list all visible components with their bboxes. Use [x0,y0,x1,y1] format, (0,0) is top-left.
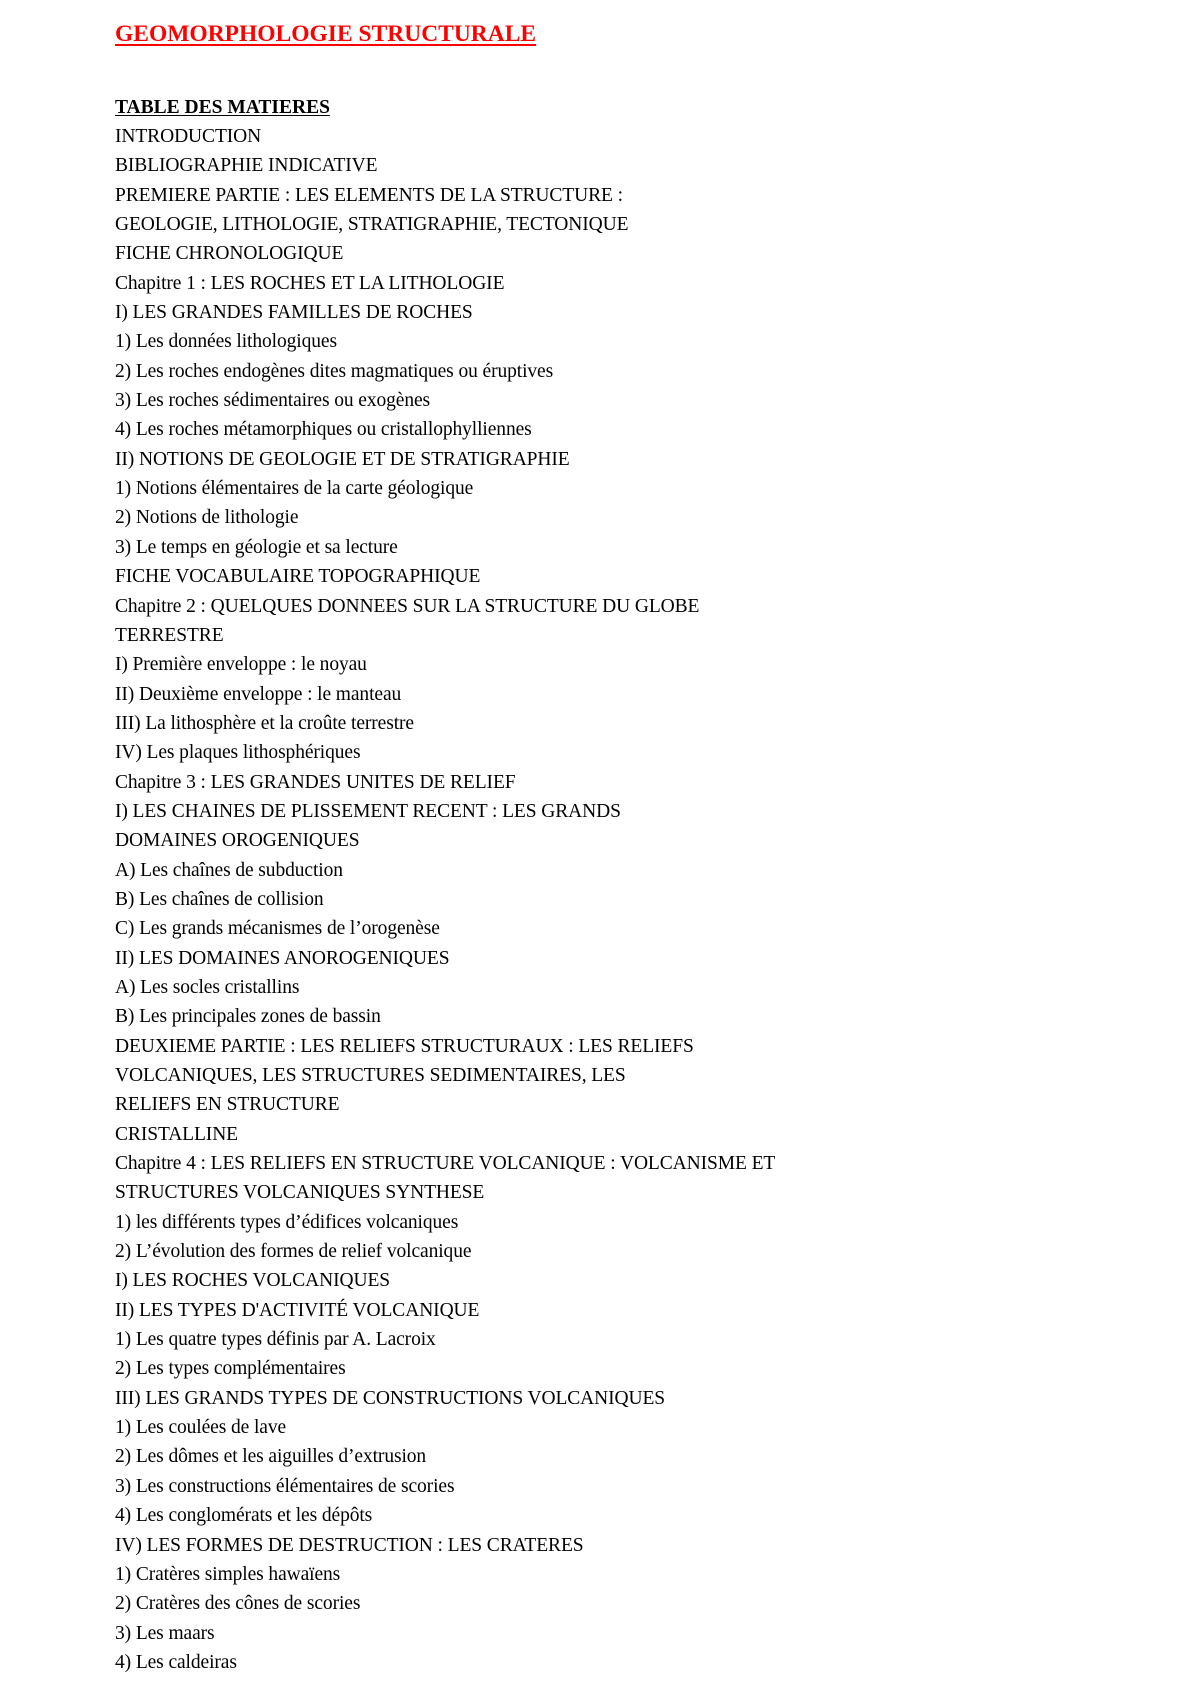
toc-line: 1) Les données lithologiques [115,331,337,353]
toc-line: PREMIERE PARTIE : LES ELEMENTS DE LA STRUCTURE : [115,184,623,206]
toc-line: DEUXIEME PARTIE : LES RELIEFS STRUCTURAUX : LES RELIEFS [115,1035,694,1057]
toc-line: IV) LES FORMES DE DESTRUCTION : LES CRATERES [115,1534,584,1556]
toc-line: FICHE CHRONOLOGIQUE [115,243,344,265]
toc-line: DOMAINES OROGENIQUES [115,830,360,852]
toc-line: 1) Les coulées de lave [115,1417,287,1439]
toc-list [115,122,1115,1677]
toc-line: 1) Cratères simples hawaïens [115,1563,341,1585]
toc-line: III) La lithosphère et la croûte terrestre [115,712,414,734]
toc-line: 2) Cratères des cônes de scories [115,1593,361,1615]
toc-line: FICHE VOCABULAIRE TOPOGRAPHIQUE [115,566,481,588]
toc-line: 3) Les maars [115,1622,215,1644]
toc-line: II) NOTIONS DE GEOLOGIE ET DE STRATIGRAPHIE [115,448,570,470]
toc-line: 2) L’évolution des formes de relief volcanique [115,1241,472,1263]
document-title: GEOMORPHOLOGIE STRUCTURALE [115,21,537,47]
toc-line: IV) Les plaques lithosphériques [115,742,361,764]
toc-line: 2) Les dômes et les aiguilles d’extrusion [115,1446,427,1468]
toc-line: I) Première enveloppe : le noyau [115,654,367,676]
toc-line: 2) Les roches endogènes dites magmatiques ou éruptives [115,360,554,382]
toc-line: Chapitre 2 : QUELQUES DONNEES SUR LA STRUCTURE DU GLOBE [115,595,700,617]
toc-line: 3) Le temps en géologie et sa lecture [115,536,398,558]
toc-line: INTRODUCTION [115,126,262,147]
toc-line: A) Les socles cristallins [115,976,300,998]
toc-line: 1) les différents types d’édifices volcaniques [115,1211,459,1233]
toc-line: A) Les chaînes de subduction [115,859,343,881]
toc-line: Chapitre 1 : LES ROCHES ET LA LITHOLOGIE [115,272,505,294]
toc-line: CRISTALLINE [115,1123,238,1145]
toc-line: C) Les grands mécanismes de l’orogenèse [115,918,440,940]
toc-line: 1) Les quatre types définis par A. Lacroix [115,1329,436,1351]
document-page [115,18,1115,1677]
toc-line: VOLCANIQUES, LES STRUCTURES SEDIMENTAIRES, LES [115,1065,626,1086]
toc-line: GEOLOGIE, LITHOLOGIE, STRATIGRAPHIE, TECTONIQUE [115,214,629,236]
toc-line: II) Deuxième enveloppe : le manteau [115,683,402,705]
toc-line: 1) Notions élémentaires de la carte géologique [115,478,474,500]
toc-line: Chapitre 3 : LES GRANDES UNITES DE RELIEF [115,771,516,793]
toc-line: RELIEFS EN STRUCTURE [115,1094,340,1116]
toc-line: I) LES CHAINES DE PLISSEMENT RECENT : LES GRANDS [115,800,621,822]
toc-line: TERRESTRE [115,624,224,646]
toc-line: B) Les principales zones de bassin [115,1006,381,1028]
toc-line: I) LES ROCHES VOLCANIQUES [115,1270,391,1292]
toc-line: 3) Les constructions élémentaires de scories [115,1475,455,1497]
toc-line: 2) Les types complémentaires [115,1358,346,1380]
toc-line: Chapitre 4 : LES RELIEFS EN STRUCTURE VOLCANIQUE : VOLCANISME ET [115,1153,776,1175]
toc-line: 3) Les roches sédimentaires ou exogènes [115,390,431,412]
toc-line: II) LES DOMAINES ANOROGENIQUES [115,947,450,969]
toc-heading: TABLE DES MATIERES [115,97,330,118]
toc-line: I) LES GRANDES FAMILLES DE ROCHES [115,302,473,324]
toc-line: II) LES TYPES D'ACTIVITÉ VOLCANIQUE [115,1299,480,1321]
toc-line: 4) Les conglomérats et les dépôts [115,1505,373,1527]
toc-line: 4) Les caldeiras [115,1651,237,1673]
toc-line: 2) Notions de lithologie [115,507,299,529]
toc-line: STRUCTURES VOLCANIQUES SYNTHESE [115,1182,485,1204]
toc-line: B) Les chaînes de collision [115,888,324,910]
toc-line: BIBLIOGRAPHIE INDICATIVE [115,155,378,177]
toc-line: 4) Les roches métamorphiques ou cristallophylliennes [115,419,532,441]
toc-line: III) LES GRANDS TYPES DE CONSTRUCTIONS VOLCANIQUES [115,1387,666,1409]
